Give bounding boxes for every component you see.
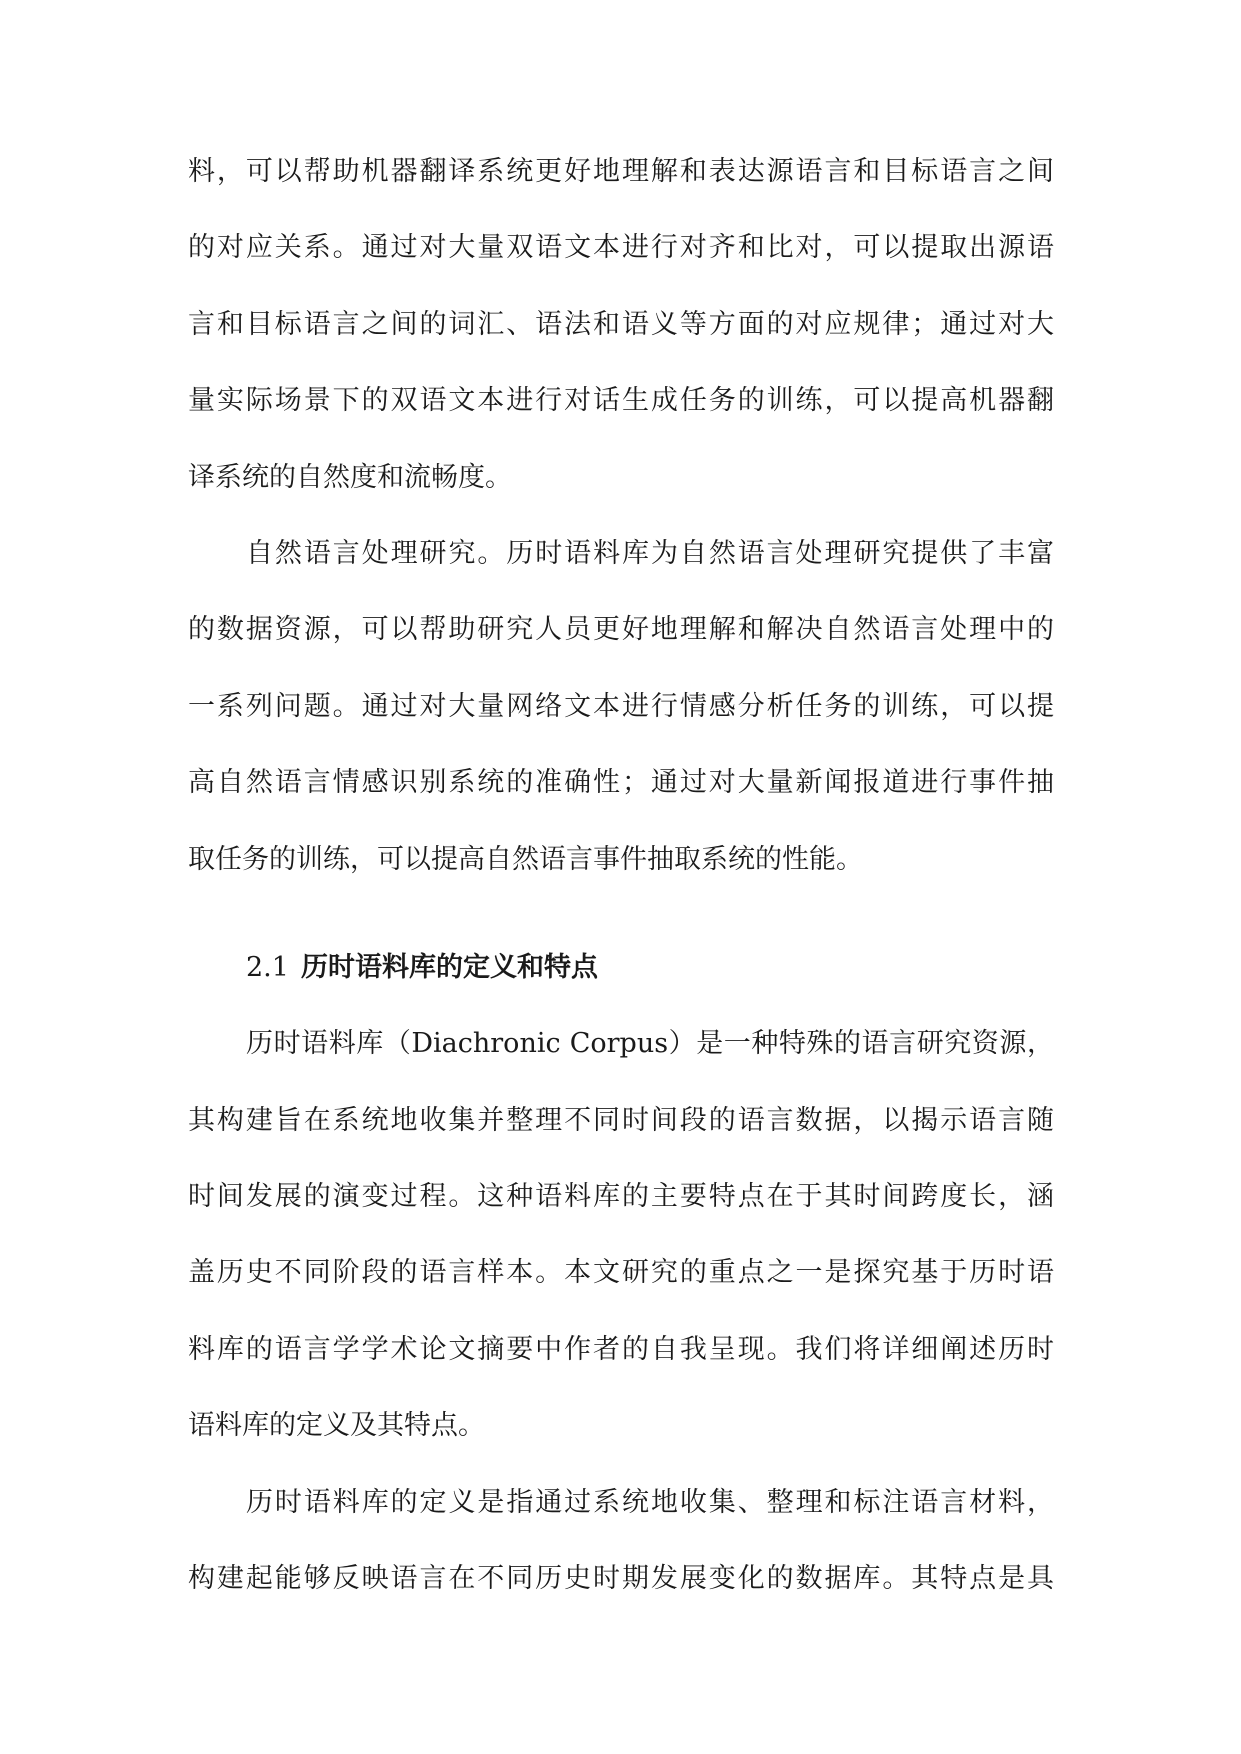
text-line: 的对应关系。通过对大量双语文本进行对齐和比对，可以提取出源语	[188, 232, 1054, 264]
section-heading	[188, 930, 1054, 1006]
text-line: 料，可以帮助机器翻译系统更好地理解和表达源语言和目标语言之间	[188, 156, 1054, 187]
text-line: 译系统的自然度和流畅度。	[188, 461, 512, 493]
text-line: 取任务的训练，可以提高自然语言事件抽取系统的性能。	[188, 843, 863, 875]
text-line: 量实际场景下的双语文本进行对话生成任务的训练，可以提高机器翻	[188, 385, 1054, 417]
section-title: 历时语料库的定义和特点	[300, 951, 598, 983]
text-line: 时间发展的演变过程。这种语料库的主要特点在于其时间跨度长，涵	[188, 1181, 1054, 1213]
text-line: 构建起能够反映语言在不同历史时期发展变化的数据库。其特点是具	[188, 1563, 1054, 1595]
text-line: 一系列问题。通过对大量网络文本进行情感分析任务的训练，可以提	[188, 690, 1054, 722]
document-body	[188, 134, 1054, 1617]
paragraph-machine-translation	[188, 134, 1054, 516]
text-line: 料库的语言学学术论文摘要中作者的自我呈现。我们将详细阐述历时	[188, 1333, 1054, 1365]
text-line: 自然语言处理研究。历时语料库为自然语言处理研究提供了丰富	[246, 537, 1054, 569]
text-line: 的数据资源，可以帮助研究人员更好地理解和解决自然语言处理中的	[188, 614, 1054, 646]
text-line: 语料库的定义及其特点。	[188, 1410, 485, 1442]
text-line: 言和目标语言之间的词汇、语法和语义等方面的对应规律；通过对大	[188, 308, 1054, 340]
text-line: 盖历史不同阶段的语言样本。本文研究的重点之一是探究基于历时语	[188, 1257, 1054, 1289]
text-line: 其构建旨在系统地收集并整理不同时间段的语言数据，以揭示语言随	[188, 1104, 1054, 1136]
text-line: 高自然语言情感识别系统的准确性；通过对大量新闻报道进行事件抽	[188, 767, 1054, 799]
section-number: 2.1	[246, 951, 289, 983]
text-line: 历时语料库的定义是指通过系统地收集、整理和标注语言材料，	[246, 1486, 1054, 1518]
paragraph-diachronic-corpus-intro	[188, 1006, 1054, 1464]
paragraph-nlp-research	[188, 516, 1054, 898]
paragraph-diachronic-corpus-definition	[188, 1465, 1054, 1618]
text-line: 历时语料库（Diachronic Corpus）是一种特殊的语言研究资源，	[246, 1028, 1054, 1060]
